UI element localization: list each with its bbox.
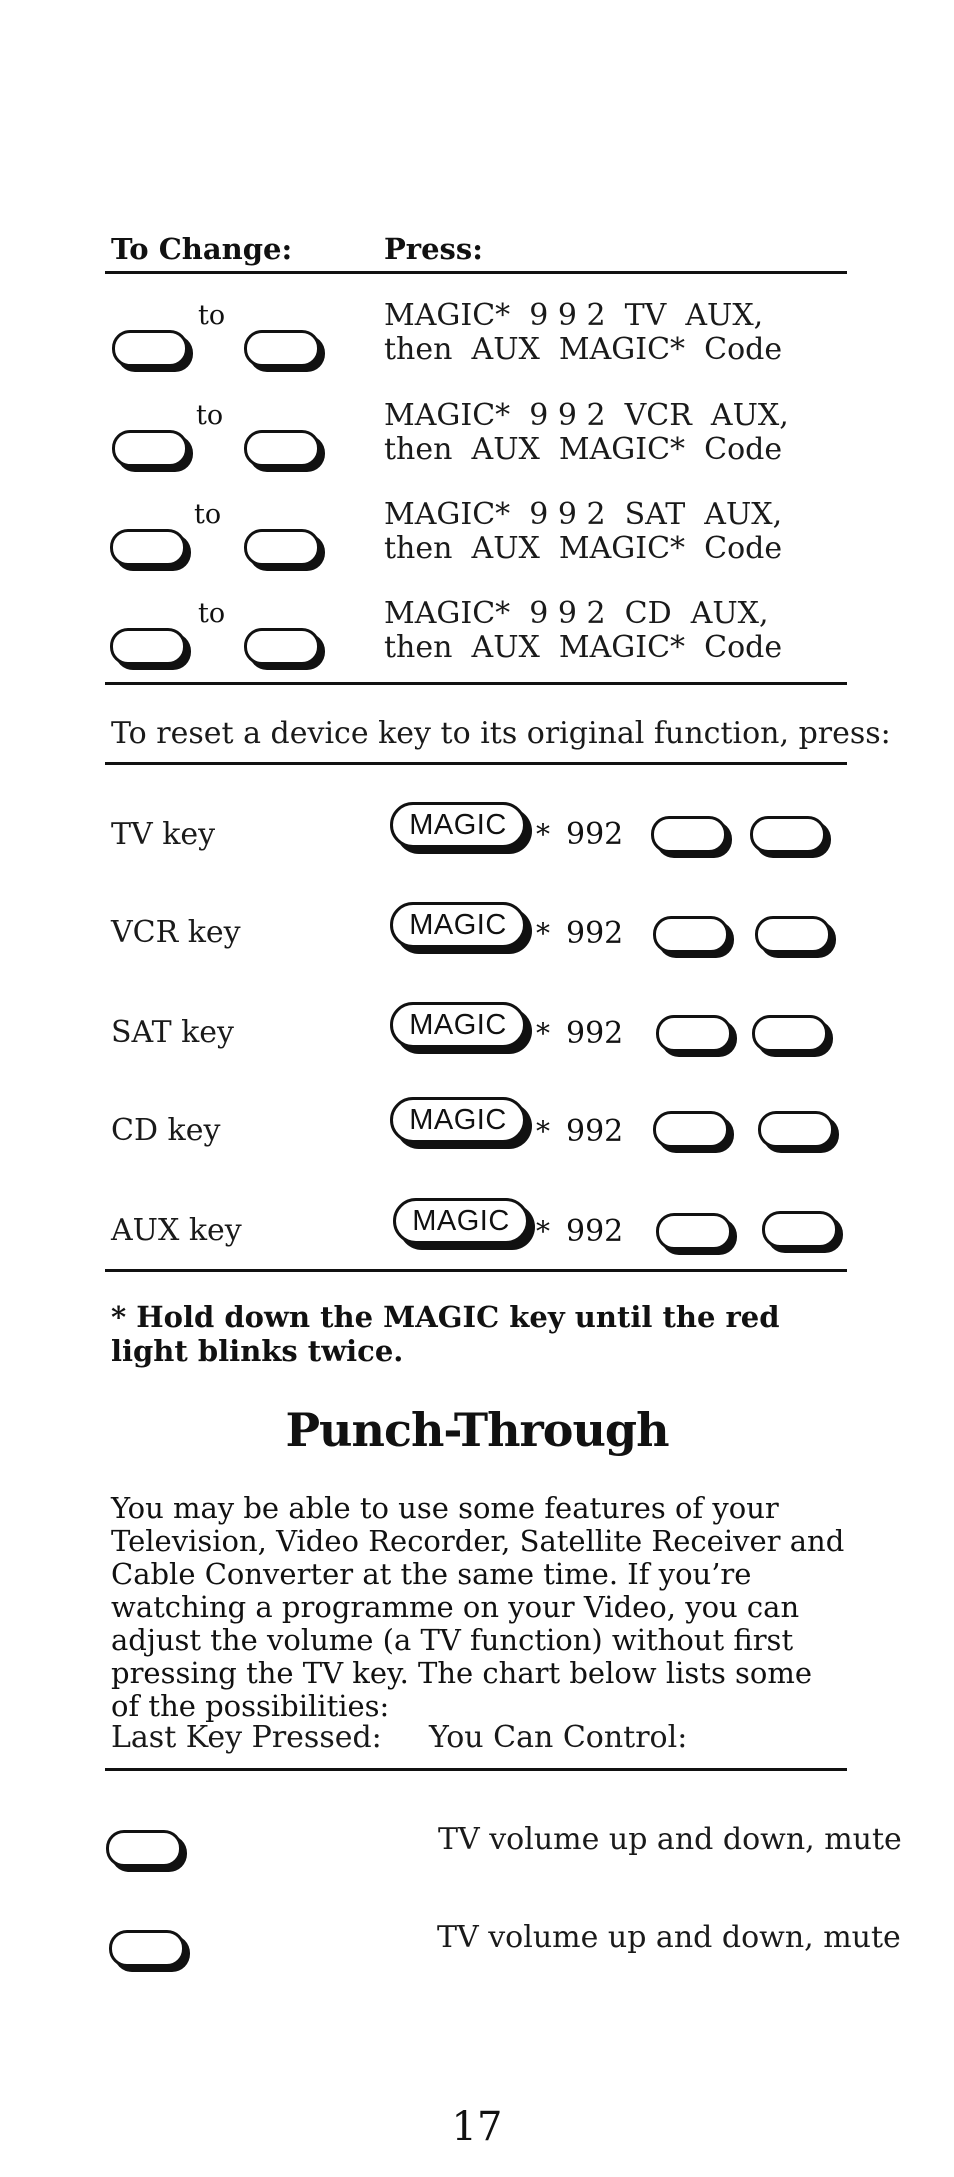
reset-row-label: AUX key xyxy=(111,1213,242,1248)
reset-row-label: CD key xyxy=(111,1113,221,1148)
code-992: 992 xyxy=(566,1214,624,1249)
device-key-icon xyxy=(653,916,729,953)
to-label: to xyxy=(198,300,226,331)
press-line-1: MAGIC* 9 9 2 VCR AUX, xyxy=(384,398,789,433)
aux-key-icon xyxy=(244,330,320,367)
punch-table-rule xyxy=(105,1768,847,1771)
device-key-icon xyxy=(106,1830,182,1867)
code-992: 992 xyxy=(566,1114,624,1149)
press-line-2: then AUX MAGIC* Code xyxy=(384,432,783,467)
blank-key-icon xyxy=(112,430,188,467)
reset-row-label: SAT key xyxy=(111,1015,235,1050)
device-key-icon xyxy=(653,1111,729,1148)
page-number: 17 xyxy=(451,2104,503,2150)
blank-key-icon xyxy=(110,628,186,665)
magic-key-icon: MAGIC xyxy=(390,1097,526,1143)
reset-rule xyxy=(105,762,847,765)
reset-row-label: VCR key xyxy=(111,915,241,950)
press-line-1: MAGIC* 9 9 2 SAT AUX, xyxy=(384,497,783,532)
blank-key-icon xyxy=(112,330,188,367)
code-992: 992 xyxy=(566,916,624,951)
aux-key-icon xyxy=(244,430,320,467)
reset-intro: To reset a device key to its original function, press: xyxy=(111,716,891,751)
asterisk: * xyxy=(536,917,550,950)
blank-key-icon xyxy=(110,529,186,566)
section-title: Punch-Through xyxy=(285,1403,669,1457)
press-line-1: MAGIC* 9 9 2 CD AUX, xyxy=(384,596,769,631)
code-992: 992 xyxy=(566,817,624,852)
control-description: TV volume up and down, mute xyxy=(438,1822,902,1857)
col-header-last-key: Last Key Pressed: xyxy=(111,1720,382,1755)
magic-key-icon: MAGIC xyxy=(390,902,526,948)
magic-key-icon: MAGIC xyxy=(390,1002,526,1048)
device-key-icon xyxy=(109,1930,185,1967)
device-key-icon xyxy=(750,816,826,853)
press-line-2: then AUX MAGIC* Code xyxy=(384,630,783,665)
magic-key-icon: MAGIC xyxy=(390,802,526,848)
device-key-icon xyxy=(656,1213,732,1250)
magic-hold-note: * Hold down the MAGIC key until the red light blinks twice. xyxy=(111,1300,780,1368)
header-rule xyxy=(105,271,847,274)
to-label: to xyxy=(194,499,222,530)
device-key-icon xyxy=(758,1111,834,1148)
press-line-2: then AUX MAGIC* Code xyxy=(384,531,783,566)
section-rule xyxy=(105,682,847,685)
control-description: TV volume up and down, mute xyxy=(437,1920,901,1955)
device-key-icon xyxy=(656,1015,732,1052)
to-label: to xyxy=(198,598,226,629)
col-header-press: Press: xyxy=(384,232,483,266)
to-label: to xyxy=(196,400,224,431)
asterisk: * xyxy=(536,1017,550,1050)
asterisk: * xyxy=(536,818,550,851)
reset-row-label: TV key xyxy=(111,817,216,852)
press-line-2: then AUX MAGIC* Code xyxy=(384,332,783,367)
device-key-icon xyxy=(752,1015,828,1052)
aux-key-icon xyxy=(244,529,320,566)
reset-bottom-rule xyxy=(105,1269,847,1272)
col-header-to-change: To Change: xyxy=(111,232,293,266)
asterisk: * xyxy=(536,1115,550,1148)
device-key-icon xyxy=(651,816,727,853)
punch-through-paragraph: You may be able to use some features of your Television, Video Recorder, Satellite Receiver and Cable Converter at the same time. If you’re watching a programme on your Video, you can adjust the volume (a TV function) without first pressing the TV key. The chart below lists some of the possibilities: xyxy=(111,1491,845,1723)
aux-key-icon xyxy=(244,628,320,665)
asterisk: * xyxy=(536,1215,550,1248)
device-key-icon xyxy=(762,1211,838,1248)
press-line-1: MAGIC* 9 9 2 TV AUX, xyxy=(384,298,764,333)
device-key-icon xyxy=(755,916,831,953)
code-992: 992 xyxy=(566,1016,624,1051)
magic-key-icon: MAGIC xyxy=(393,1198,529,1244)
col-header-can-control: You Can Control: xyxy=(429,1720,688,1755)
